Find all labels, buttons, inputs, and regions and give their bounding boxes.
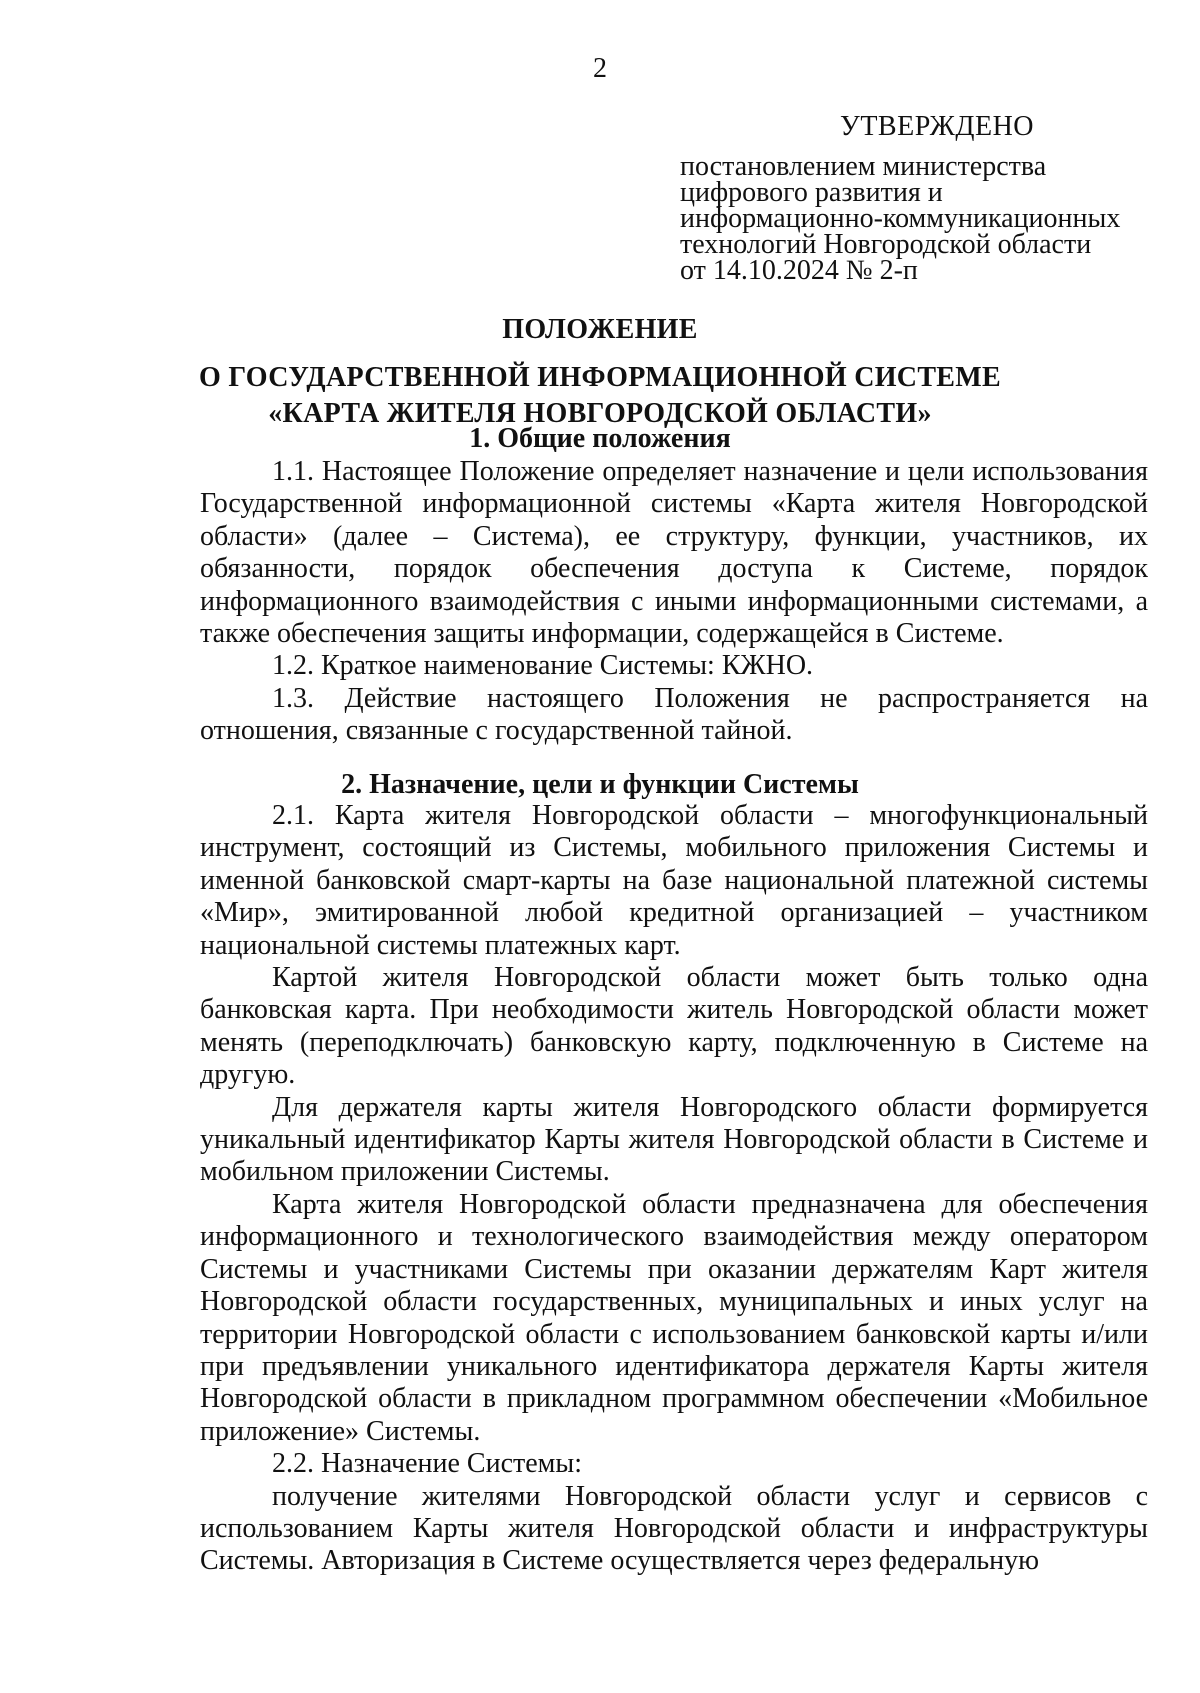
approval-line: технологий Новгородской области (680, 229, 1092, 260)
section-body (200, 456, 1148, 748)
section-heading: 2. Назначение, цели и функции Системы (341, 769, 859, 800)
document-subtitle: О ГОСУДАРСТВЕННОЙ ИНФОРМАЦИОННОЙ СИСТЕМЕ (199, 362, 1001, 393)
paragraph: 2.1. Карта жителя Новгородской области – многофункциональный инструмент, состоящий из Системы, мобильного приложения Системы и именной банковской смарт-карты на базе национальной платежной системы «Мир», эмитированной любой кредитной организацией – участником национальной системы платежных карт. (200, 800, 1148, 961)
approval-details (680, 151, 1180, 286)
paragraph: получение жителями Новгородской области услуг и сервисов с использованием Карты жителя Новгородской области и инфраструктуры Системы. Авторизация в Системе осуществляется через федеральную (200, 1480, 1148, 1577)
page-number: 2 (593, 53, 607, 84)
approval-line: цифрового развития и (680, 177, 943, 208)
paragraph: 1.3. Действие настоящего Положения не распространяется на отношения, связанные с государственной тайной. (200, 682, 1148, 747)
approval-stamp-title: УТВЕРЖДЕНО (840, 111, 1035, 142)
approval-line: постановлением министерства (680, 151, 1047, 182)
paragraph: Картой жителя Новгородской области может быть только одна банковская карта. При необходимости житель Новгородской области может менять (переподключать) банковскую карту, подключенную в Системе на другую. (200, 962, 1148, 1091)
document-title: ПОЛОЖЕНИЕ (502, 314, 698, 345)
paragraph: 1.1. Настоящее Положение определяет назначение и цели использования Государственной информационной системы «Карта жителя Новгородской области» (далее – Система), ее структуру, функции, участников, их обязанности, порядок обеспечения доступа к Системе, порядок информационного взаимодействия с иными информационными системами, а также обеспечения защиты информации, содержащейся в Системе. (200, 456, 1148, 650)
paragraph: 2.2. Назначение Системы: (272, 1448, 582, 1480)
section-heading: 1. Общие положения (469, 423, 731, 454)
document-subtitle: «КАРТА ЖИТЕЛЯ НОВГОРОДСКОЙ ОБЛАСТИ» (268, 398, 932, 429)
approval-line: от 14.10.2024 № 2-п (680, 255, 918, 286)
paragraph: Карта жителя Новгородской области предназначена для обеспечения информационного и технологического взаимодействия между оператором Системы и участниками Системы при оказании держателям Карт жителя Новгородской области государственных, муниципальных и иных услуг на территории Новгородской области с использованием банковской карты и/или при предъявлении уникального идентификатора держателя Карты жителя Новгородской области в прикладном программном обеспечении «Мобильное приложение» Системы. (200, 1188, 1148, 1447)
paragraph: 1.2. Краткое наименование Системы: КЖНО. (272, 650, 814, 682)
section-body (200, 800, 1148, 1578)
paragraph: Для держателя карты жителя Новгородского области формируется уникальный идентификатор Карты жителя Новгородской области в Системе и мобильном приложении Системы. (200, 1091, 1148, 1188)
approval-line: информационно-коммуникационных (680, 203, 1121, 234)
